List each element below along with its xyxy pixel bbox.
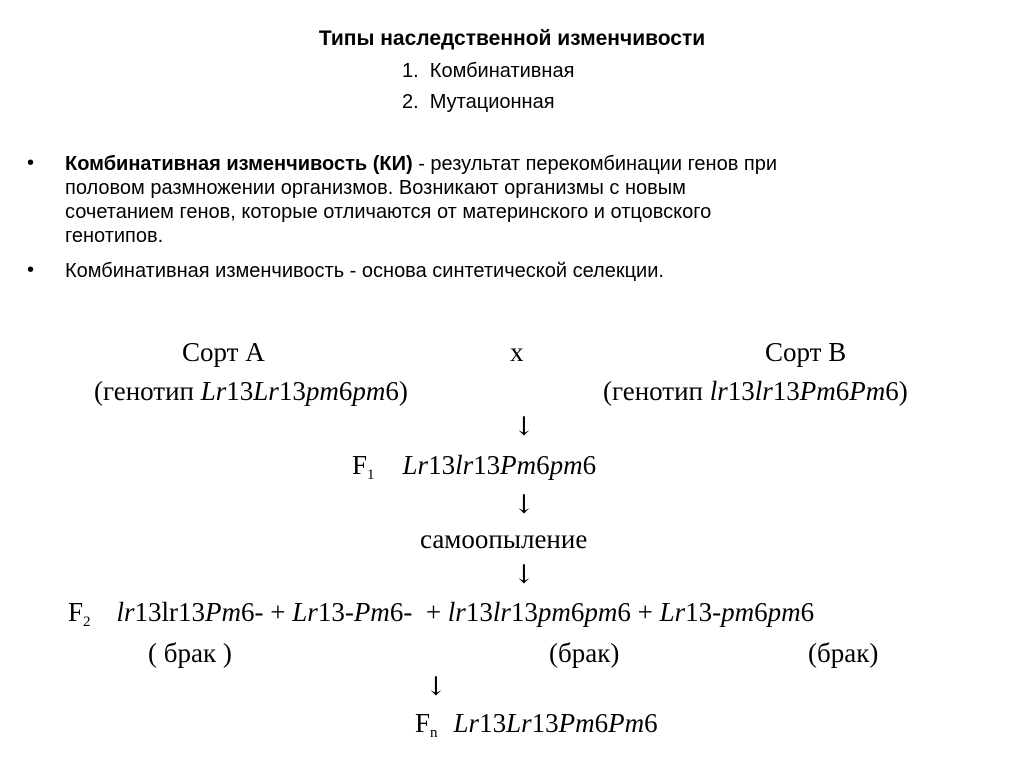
arrow-down-icon: ↓ bbox=[425, 672, 447, 702]
reject-label: (брак) bbox=[549, 638, 620, 668]
reject-label: ( брак ) bbox=[148, 638, 232, 668]
definition-text: сочетанием генов, которые отличаются от материнского и отцовского bbox=[65, 201, 712, 223]
selfing-label: самоопыление bbox=[420, 524, 588, 554]
parent-b-genotype: (генотип lr13lr13Pm6Pm6) bbox=[603, 376, 908, 406]
term-combinative-variability: Комбинативная изменчивость (КИ) bbox=[65, 153, 413, 175]
parent-a-genotype: (генотип Lr13Lr13pm6pm6) bbox=[94, 376, 408, 406]
definition-text: генотипов. bbox=[65, 225, 164, 247]
type-item-mutational: 2. Мутационная bbox=[402, 91, 555, 113]
parent-a-label: Сорт А bbox=[182, 337, 265, 367]
cross-symbol: х bbox=[510, 337, 524, 367]
bullet-marker: • bbox=[27, 152, 35, 174]
f2-row: $F_2$ lr13lr13Pm6- + Lr13-Pm6- + lr13lr13pm6pm6 + Lr13-pm6pm6 bbox=[68, 597, 815, 630]
fn-label: F bbox=[415, 708, 431, 738]
type-item-combinative: 1. Комбинативная bbox=[402, 60, 575, 82]
arrow-down-icon: ↓ bbox=[513, 412, 535, 442]
bullet-marker: • bbox=[27, 259, 35, 281]
arrow-down-icon: ↓ bbox=[513, 490, 535, 520]
definition-text: - результат перекомбинации генов при bbox=[412, 153, 778, 175]
f1-row: $F_1$ Lr13lr13Pm6pm6 bbox=[352, 450, 597, 483]
page-title: Типы наследственной изменчивости bbox=[318, 27, 706, 50]
parent-b-label: Сорт В bbox=[765, 337, 847, 367]
reject-label: (брак) bbox=[808, 638, 879, 668]
f1-label: F bbox=[352, 450, 368, 480]
fn-row: $F_n$ Lr13Lr13Pm6Pm6 bbox=[415, 708, 658, 741]
arrow-down-icon: ↓ bbox=[513, 560, 535, 590]
bullet-selection: Комбинативная изменчивость - основа синтетической селекции. bbox=[65, 260, 664, 282]
definition-text: половом размножении организмов. Возникают организмы с новым bbox=[65, 177, 686, 199]
bullet-definition bbox=[65, 152, 777, 248]
f2-label: F bbox=[68, 597, 84, 627]
